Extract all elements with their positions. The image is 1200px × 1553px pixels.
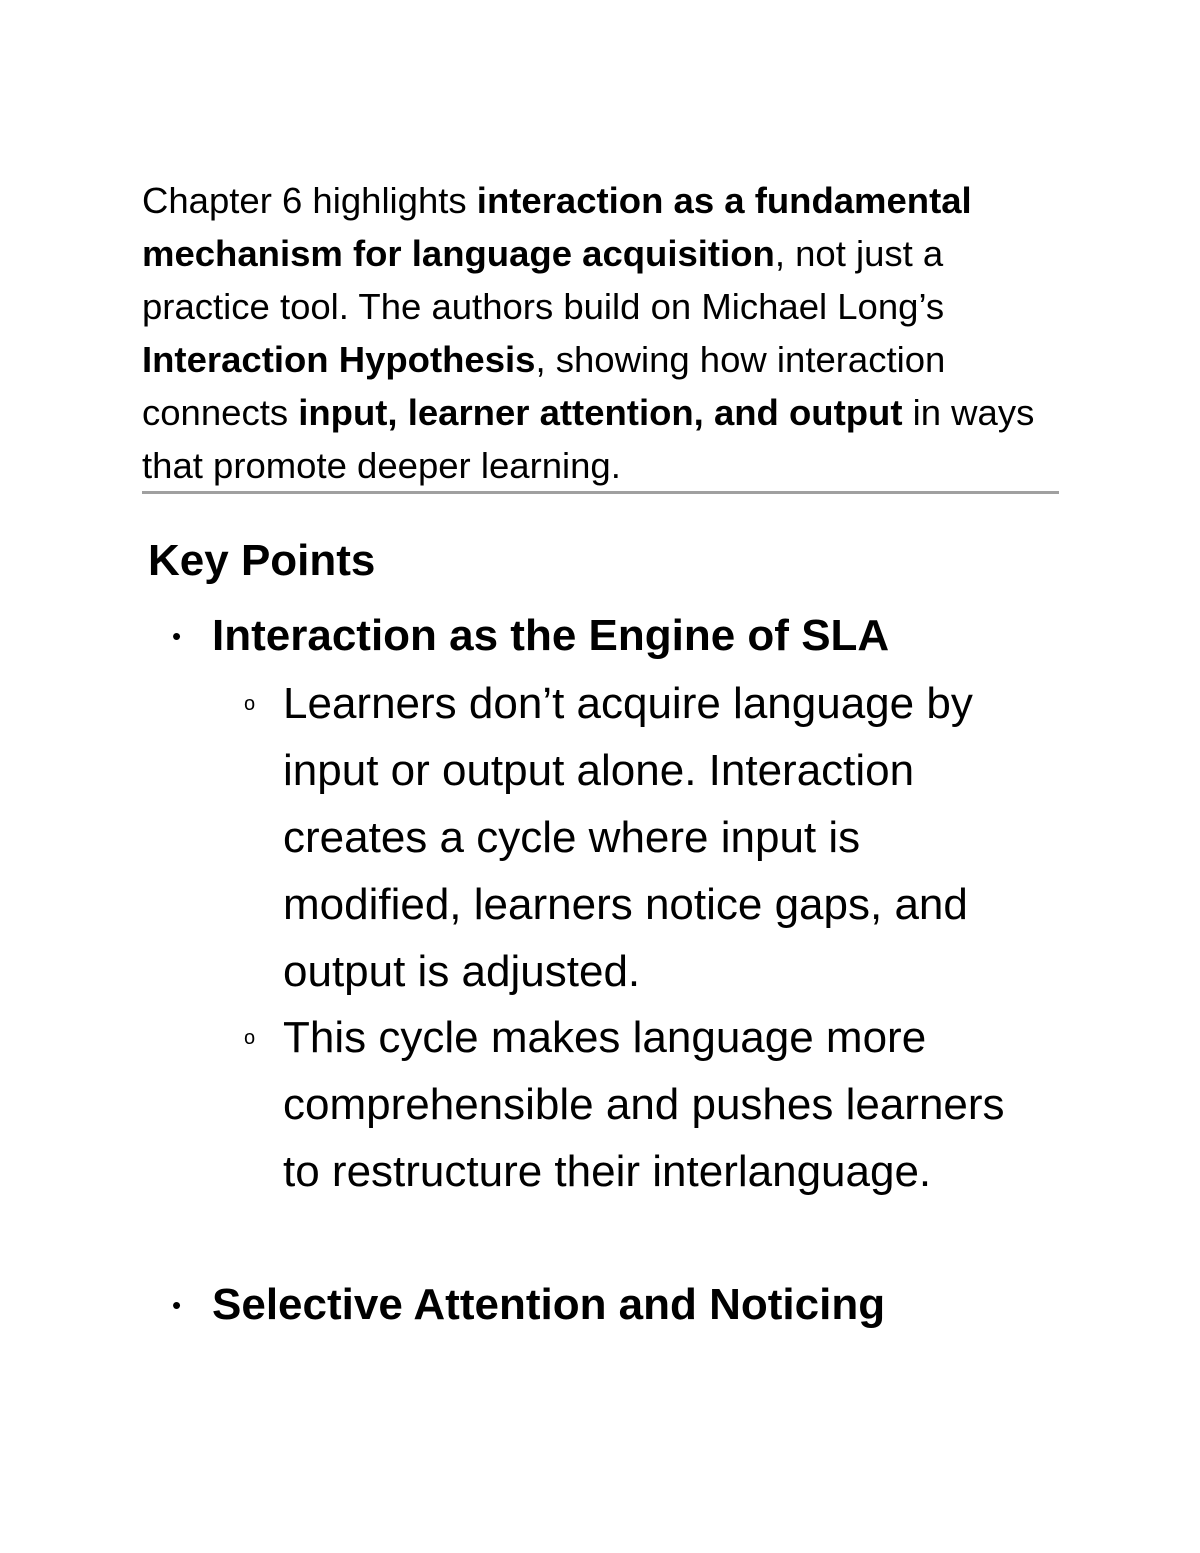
circle-bullet-icon: o <box>244 693 256 715</box>
intro-text-1: Chapter 6 highlights <box>142 180 477 221</box>
intro-text-4: in ways that promote deeper learning. <box>142 392 1035 486</box>
section-heading: Key Points <box>148 536 376 585</box>
list-item-title: Interaction as the Engine of SLA <box>212 611 890 660</box>
intro-text-3: , showing how interaction connects <box>142 339 946 433</box>
list-item-title: Selective Attention and Noticing <box>212 1280 886 1329</box>
intro-bold-3: input, learner attention, and output <box>298 392 903 433</box>
intro-text-2: , not just a practice tool. The authors build on Michael Long’s <box>142 233 945 327</box>
sub-list-item-text: Learners don’t acquire language by input or output alone. Interaction creates a cycle where input is modified, learners notice gaps, and output is adjusted. <box>283 679 973 996</box>
horizontal-rule <box>142 491 1059 494</box>
intro-paragraph <box>142 174 1042 492</box>
intro-bold-2: Interaction Hypothesis <box>142 339 536 380</box>
bullet-icon: • <box>172 1290 182 1320</box>
circle-bullet-icon: o <box>244 1027 256 1049</box>
bullet-icon: • <box>172 621 182 651</box>
intro-bold-1: interaction as a fundamental mechanism for language acquisition <box>142 180 972 274</box>
sub-list-item-text: This cycle makes language more comprehensible and pushes learners to restructure their interlanguage. <box>283 1013 1005 1196</box>
